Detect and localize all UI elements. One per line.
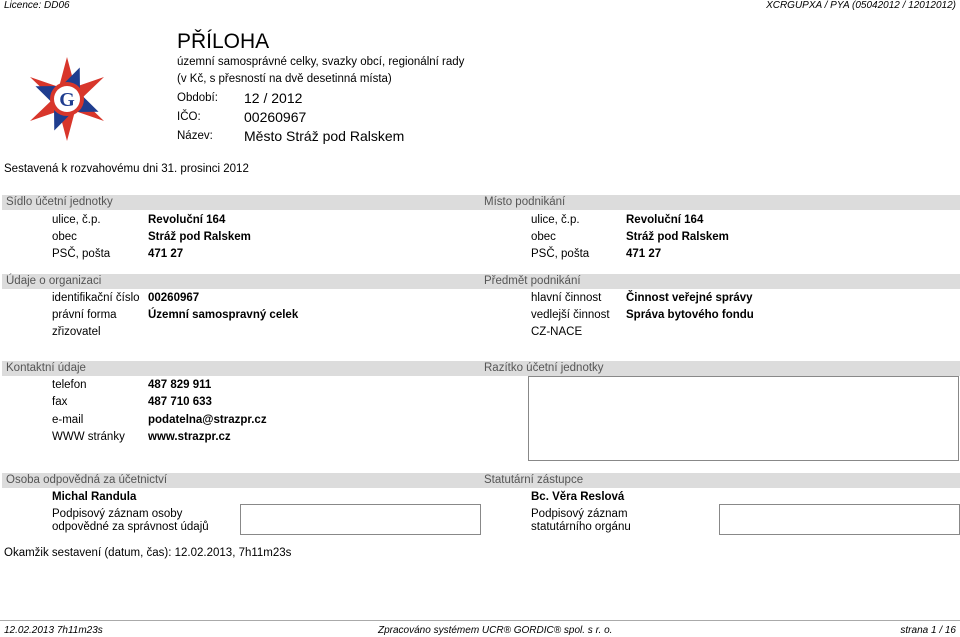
ico-value: 00260967 xyxy=(244,109,307,125)
footer-timestamp: 12.02.2013 7h11m23s xyxy=(4,625,103,636)
period-value: 12 / 2012 xyxy=(244,90,303,106)
fax-value: 487 710 633 xyxy=(148,396,212,408)
section-organizace: Údaje o organizaci xyxy=(2,274,480,289)
gordic-logo-icon xyxy=(22,54,112,144)
predmet-main: Činnost veřejné správy xyxy=(626,292,753,304)
ico-label: IČO: xyxy=(177,111,201,123)
org-id-label: identifikační číslo xyxy=(52,292,140,304)
email-label: e-mail xyxy=(52,414,84,426)
sidlo-street: Revoluční 164 xyxy=(148,214,226,226)
web-value: www.strazpr.cz xyxy=(148,431,231,443)
footer-divider xyxy=(0,620,960,621)
sidlo-zip-label: PSČ, pošta xyxy=(52,248,111,260)
fax-label: fax xyxy=(52,396,68,408)
statutory-sig-label: Podpisový záznam statutárního orgánu xyxy=(531,508,631,533)
org-form: Územní samospravný celek xyxy=(148,309,299,321)
report-code: XCRGUPXA / PYA (05042012 / 12012012) xyxy=(766,0,956,11)
misto-city-label: obec xyxy=(531,231,556,243)
section-kontakt: Kontaktní údaje xyxy=(2,361,480,376)
period-label: Období: xyxy=(177,92,218,104)
misto-street: Revoluční 164 xyxy=(626,214,704,226)
name-value: Město Stráž pod Ralskem xyxy=(244,128,405,144)
misto-zip: 471 27 xyxy=(626,248,662,260)
responsible-sig-label: Podpisový záznam osoby odpovědné za správnost údajů xyxy=(52,508,209,533)
web-label: WWW stránky xyxy=(52,431,125,443)
sidlo-city: Stráž pod Ralskem xyxy=(148,231,251,243)
misto-city: Stráž pod Ralskem xyxy=(626,231,729,243)
section-statutar: Statutární zástupce xyxy=(480,473,960,488)
sidlo-zip: 471 27 xyxy=(148,248,184,260)
predmet-side: Správa bytového fondu xyxy=(626,309,754,321)
org-form-label: právní forma xyxy=(52,309,117,321)
name-label: Název: xyxy=(177,130,213,142)
section-predmet: Předmět podnikání xyxy=(480,274,960,289)
sidlo-city-label: obec xyxy=(52,231,77,243)
svg-text:G: G xyxy=(59,89,75,111)
page-title: PŘÍLOHA xyxy=(177,30,270,53)
compiled-date: Sestavená k rozvahovému dni 31. prosinci 2012 xyxy=(4,163,249,175)
email-value: podatelna@strazpr.cz xyxy=(148,414,267,426)
predmet-main-label: hlavní činnost xyxy=(531,292,602,304)
section-sidlo: Sídlo účetní jednotky xyxy=(2,195,480,210)
org-id: 00260967 xyxy=(148,292,200,304)
responsible-person-name: Michal Randula xyxy=(52,491,137,503)
licence-label: Licence: DD06 xyxy=(4,0,70,11)
org-founder-label: zřizovatel xyxy=(52,326,101,338)
phone-label: telefon xyxy=(52,379,87,391)
sidlo-street-label: ulice, č.p. xyxy=(52,214,101,226)
subtitle-2: (v Kč, s přesností na dvě desetinná místa) xyxy=(177,73,392,85)
predmet-nace-label: CZ-NACE xyxy=(531,326,583,338)
phone-value: 487 829 911 xyxy=(148,379,212,391)
predmet-side-label: vedlejší činnost xyxy=(531,309,610,321)
section-razitko: Razítko účetní jednotky xyxy=(480,361,960,376)
misto-street-label: ulice, č.p. xyxy=(531,214,580,226)
stamp-box xyxy=(528,376,959,461)
footer-page-number: strana 1 / 16 xyxy=(900,625,956,636)
footer-system: Zpracováno systémem UCR® GORDIC® spol. s r. o. xyxy=(378,625,613,636)
responsible-signature-box xyxy=(240,504,481,535)
statutory-name: Bc. Věra Reslová xyxy=(531,491,625,503)
statutory-signature-box xyxy=(719,504,960,535)
section-misto: Místo podnikání xyxy=(480,195,960,210)
misto-zip-label: PSČ, pošta xyxy=(531,248,590,260)
compilation-moment: Okamžik sestavení (datum, čas): 12.02.2013, 7h11m23s xyxy=(4,547,292,559)
subtitle-1: územní samosprávné celky, svazky obcí, regionální rady xyxy=(177,56,465,68)
section-osoba: Osoba odpovědná za účetnictví xyxy=(2,473,480,488)
